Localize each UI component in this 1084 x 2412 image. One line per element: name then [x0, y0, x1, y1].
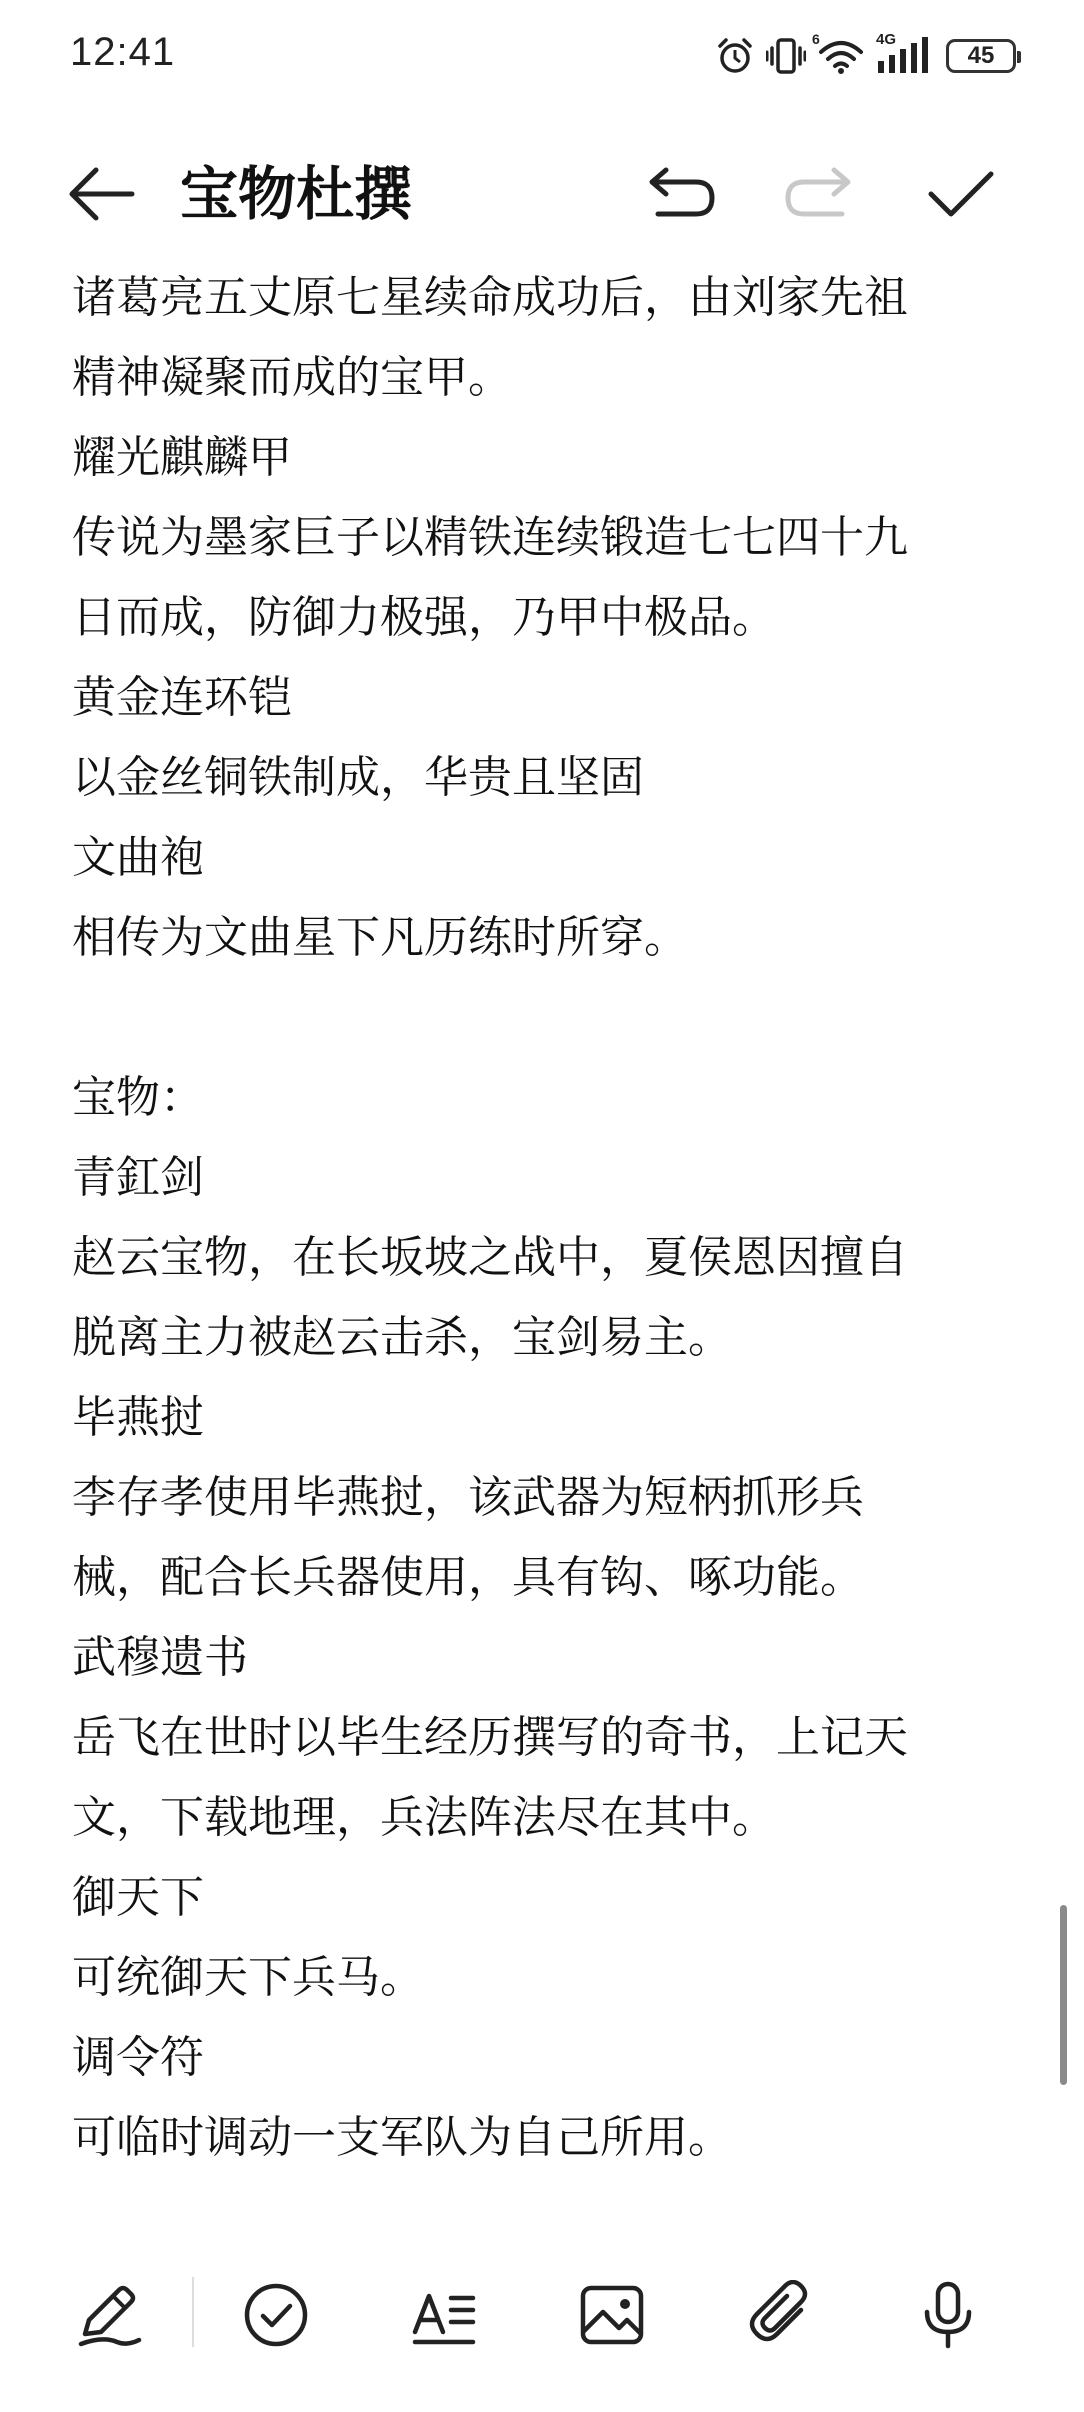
text-line: 宝物： [72, 1072, 204, 1123]
voice-input-button[interactable] [908, 2275, 988, 2355]
text-line: 日而成，防御力极强，乃甲中极品。 [72, 592, 776, 643]
cellular-indicator [876, 31, 934, 75]
handwriting-button[interactable] [68, 2275, 148, 2355]
network-type-label: 4G [876, 31, 897, 48]
alarm-icon [716, 37, 754, 75]
wifi-icon [818, 37, 864, 75]
text-line: 械，配合长兵器使用，具有钩、啄功能。 [72, 1552, 864, 1603]
status-time: 12:41 [70, 30, 176, 74]
toolbar-divider [192, 2277, 194, 2347]
confirm-button[interactable] [925, 162, 997, 226]
text-line: 可临时调动一支军队为自己所用。 [72, 2112, 732, 2163]
text-line: 李存孝使用毕燕挝，该武器为短柄抓形兵 [72, 1472, 864, 1523]
text-line: 传说为墨家巨子以精铁连续锻造七七四十九 [72, 512, 908, 563]
text-line: 青釭剑 [72, 1152, 204, 1203]
microphone-icon [913, 2280, 983, 2350]
page-title: 宝物杜撰 [180, 160, 413, 228]
status-icons [716, 31, 1016, 78]
image-icon [577, 2280, 647, 2350]
text-line: 以金丝铜铁制成，华贵且坚固 [72, 752, 644, 803]
attachment-button[interactable] [740, 2275, 820, 2355]
wifi-badge: 6 [812, 31, 820, 47]
status-bar [0, 0, 1084, 110]
text-line: 诸葛亮五丈原七星续命成功后，由刘家先祖 [72, 272, 908, 323]
handwriting-pen-icon [73, 2280, 143, 2350]
text-line: 文，下载地理，兵法阵法尽在其中。 [72, 1792, 776, 1843]
redo-button[interactable] [780, 166, 860, 226]
scrollbar[interactable] [1060, 1905, 1067, 2085]
back-arrow-icon [66, 162, 138, 226]
back-button[interactable] [66, 162, 138, 226]
insert-image-button[interactable] [572, 2275, 652, 2355]
text-line: 相传为文曲星下凡历练时所穿。 [72, 912, 688, 963]
text-line: 耀光麒麟甲 [72, 432, 292, 483]
text-line: 可统御天下兵马。 [72, 1952, 424, 2003]
battery-level: 45 [967, 42, 995, 69]
text-format-icon [409, 2280, 479, 2350]
cellular-signal-icon [876, 37, 934, 75]
checklist-button[interactable] [236, 2275, 316, 2355]
note-toolbar [0, 140, 1084, 250]
text-line: 精神凝聚而成的宝甲。 [72, 352, 512, 403]
attachment-icon [745, 2280, 815, 2350]
blank-line [72, 978, 1012, 1058]
text-line: 御天下 [72, 1872, 204, 1923]
text-line: 毕燕挝 [72, 1392, 204, 1443]
vibrate-icon [766, 37, 806, 75]
text-line: 赵云宝物，在长坂坡之战中，夏侯恩因擅自 [72, 1232, 908, 1283]
note-body[interactable] [72, 258, 1012, 2178]
checkmark-icon [925, 162, 997, 226]
text-line: 武穆遗书 [72, 1632, 248, 1683]
undo-icon [640, 166, 720, 226]
text-line: 文曲袍 [72, 832, 204, 883]
checklist-icon [241, 2280, 311, 2350]
text-line: 调令符 [72, 2032, 204, 2083]
bottom-toolbar [0, 2255, 1084, 2375]
undo-button[interactable] [640, 166, 720, 226]
text-line: 岳飞在世时以毕生经历撰写的奇书，上记天 [72, 1712, 908, 1763]
battery-icon [946, 39, 1016, 73]
text-line: 脱离主力被赵云击杀，宝剑易主。 [72, 1312, 732, 1363]
text-format-button[interactable] [404, 2275, 484, 2355]
redo-icon [780, 166, 860, 226]
wifi-indicator [812, 31, 864, 75]
text-line: 黄金连环铠 [72, 672, 292, 723]
